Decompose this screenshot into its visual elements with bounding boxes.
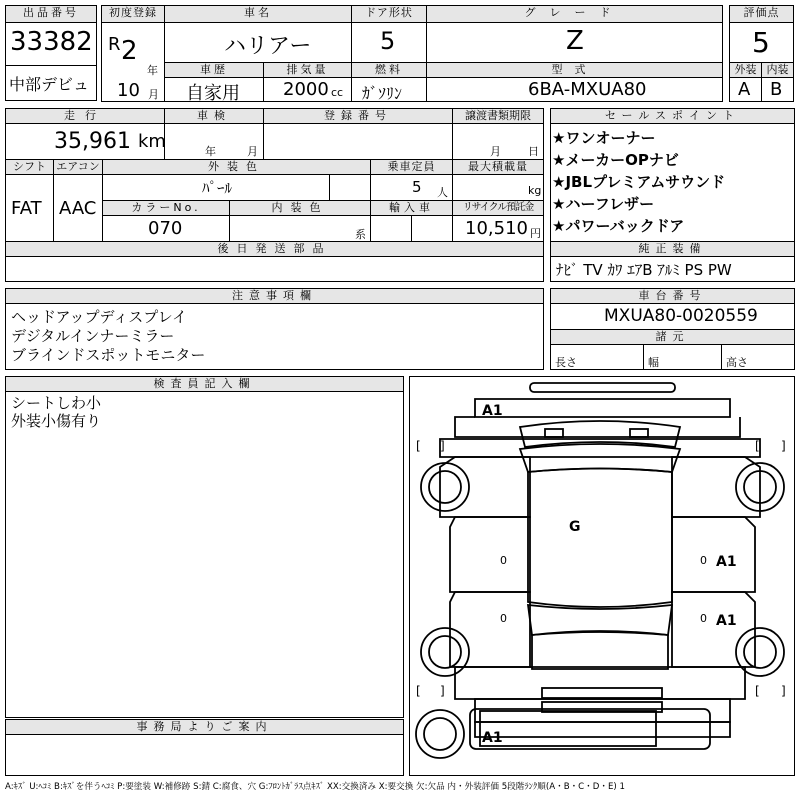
grade-label: グレード bbox=[426, 5, 723, 23]
recycle-label: リサイクル預託金 bbox=[452, 200, 544, 216]
sales-point: ★パワーバックドア bbox=[552, 217, 685, 235]
inspector-label: 検査員記入欄 bbox=[5, 376, 404, 392]
note-line: ブラインドスポットモニター bbox=[11, 346, 206, 364]
sales-point: ★JBLプレミアムサウンド bbox=[552, 173, 726, 191]
sales-point: ★メーカーOPナビ bbox=[552, 151, 679, 169]
office-label: 事務局よりご案内 bbox=[5, 719, 404, 735]
disp-unit: cc bbox=[331, 86, 344, 99]
car-name-label: 車名 bbox=[164, 5, 352, 23]
chassis-label: 車台番号 bbox=[550, 288, 795, 304]
spec-length: 長さ bbox=[555, 356, 577, 369]
ac: AAC bbox=[59, 198, 97, 219]
zero-mark: 0 bbox=[700, 612, 707, 625]
mileage-unit: km bbox=[138, 131, 166, 152]
sales-point: ★ハーフレザー bbox=[552, 195, 655, 213]
note-line: デジタルインナーミラー bbox=[11, 327, 175, 345]
grade: Z bbox=[566, 26, 584, 56]
later-parts-box bbox=[5, 256, 544, 282]
svg-text:]: ] bbox=[781, 684, 786, 698]
car-name: ハリアー bbox=[224, 34, 312, 59]
svg-text:]: ] bbox=[440, 684, 445, 698]
svg-text:[: [ bbox=[755, 439, 760, 453]
inspector-line: 外装小傷有り bbox=[11, 412, 102, 430]
svg-text:]: ] bbox=[440, 439, 445, 453]
disp-label: 排気量 bbox=[263, 62, 352, 78]
displacement: 2000 bbox=[283, 79, 329, 100]
door-label: ドア形状 bbox=[351, 5, 427, 23]
import-label: 輸入車 bbox=[370, 200, 453, 216]
month-unit: 月 bbox=[148, 88, 159, 101]
svg-text:[: [ bbox=[416, 439, 421, 453]
color-sub bbox=[329, 174, 371, 201]
shift: FAT bbox=[11, 198, 42, 219]
sales-label: セールスポイント bbox=[550, 108, 795, 124]
damage-mark: A1 bbox=[716, 554, 737, 570]
damage-diagram bbox=[409, 376, 795, 776]
color-label: 外装色 bbox=[102, 159, 371, 175]
history: 自家用 bbox=[186, 83, 240, 104]
ext-label: 外装 bbox=[729, 62, 762, 78]
recycle-unit: 円 bbox=[530, 227, 541, 240]
reg-no-label: 登録番号 bbox=[263, 108, 453, 124]
era: R bbox=[108, 34, 121, 55]
note-line: ヘッドアップディスプレイ bbox=[11, 308, 187, 326]
equip-list: ﾅﾋﾞ TV ｶﾜ ｴｱB ｱﾙﾐ PS PW bbox=[556, 261, 732, 279]
inspector-line: シートしわ小 bbox=[11, 394, 102, 412]
dealer-name: 中部デビュ bbox=[9, 75, 90, 94]
color: ﾊﾟｰﾙ bbox=[202, 179, 233, 197]
sales-point: ★ワンオーナー bbox=[552, 129, 656, 147]
specs-label: 諸元 bbox=[550, 329, 795, 345]
transfer-day-unit: 日 bbox=[528, 145, 539, 158]
int-color-label: 内装色 bbox=[229, 200, 371, 216]
ac-label: エアコン bbox=[53, 159, 103, 175]
notes-label: 注意事項欄 bbox=[5, 288, 544, 304]
history-label: 車歴 bbox=[164, 62, 264, 78]
int-label: 内装 bbox=[761, 62, 794, 78]
color-no: 070 bbox=[148, 218, 183, 239]
svg-text:[: [ bbox=[755, 684, 760, 698]
load-label: 最大積載量 bbox=[452, 159, 544, 175]
load-unit: kg bbox=[528, 184, 542, 197]
transfer-month-unit: 月 bbox=[490, 145, 501, 158]
zero-mark: 0 bbox=[500, 612, 507, 625]
chassis-number: MXUA80-0020559 bbox=[604, 306, 758, 326]
recycle: 10,510 bbox=[465, 218, 528, 239]
damage-mark: A1 bbox=[716, 613, 737, 629]
int-color-unit: 系 bbox=[355, 228, 366, 241]
reg-year: 2 bbox=[121, 36, 138, 66]
spec-width: 幅 bbox=[648, 356, 659, 369]
spec-height: 高さ bbox=[726, 356, 748, 369]
cap-label: 乗車定員 bbox=[370, 159, 453, 175]
model-label: 型式 bbox=[426, 62, 723, 78]
damage-mark: G bbox=[569, 519, 581, 535]
svg-text:]: ] bbox=[781, 439, 786, 453]
import-sub bbox=[411, 215, 453, 242]
year-unit: 年 bbox=[147, 64, 158, 77]
mileage-label: 走行 bbox=[5, 108, 165, 124]
fuel: ｶﾞｿﾘﾝ bbox=[362, 84, 403, 103]
inspect-month-unit: 月 bbox=[247, 145, 258, 158]
shift-label: シフト bbox=[5, 159, 54, 175]
lot-number: 33382 bbox=[10, 27, 93, 57]
damage-mark: A1 bbox=[482, 730, 503, 746]
damage-mark: A1 bbox=[482, 403, 503, 419]
lot-label: 出品番号 bbox=[5, 5, 97, 23]
zero-mark: 0 bbox=[700, 554, 707, 567]
fuel-label: 燃料 bbox=[351, 62, 427, 78]
mileage: 35,961 bbox=[54, 129, 131, 154]
reg-no-box bbox=[263, 123, 453, 160]
transfer-label: 譲渡書類期限 bbox=[452, 108, 544, 124]
inspect-year-unit: 年 bbox=[205, 145, 216, 158]
later-parts-label: 後日発送部品 bbox=[5, 241, 544, 257]
capacity: 5 bbox=[412, 178, 422, 196]
score-label: 評価点 bbox=[729, 5, 794, 23]
int-rating: B bbox=[770, 79, 783, 100]
car-outline-svg bbox=[410, 377, 794, 775]
equip-label: 純正装備 bbox=[550, 241, 795, 257]
svg-text:[: [ bbox=[416, 684, 421, 698]
first-reg-label: 初度登録 bbox=[101, 5, 165, 23]
legend: A:ｷｽﾞ U:ﾍｺﾐ B:ｷｽﾞを伴うﾍｺﾐ P:要塗装 W:補修跡 S:錆 C:腐食、穴 G:ﾌﾛﾝﾄｶﾞﾗｽ点ｷｽﾞ XX:交換済み X:要交換 欠:欠品 内・外装評価 5段階ﾗﾝｸ順(A・B・C・D・E) 1 bbox=[5, 782, 625, 792]
reg-month: 10 bbox=[117, 80, 140, 101]
color-no-label: カラーNo. bbox=[102, 200, 230, 216]
office-box bbox=[5, 734, 404, 776]
inspect-label: 車検 bbox=[164, 108, 264, 124]
inspector-box bbox=[5, 391, 404, 718]
int-color-box bbox=[229, 215, 371, 242]
door-type: 5 bbox=[380, 27, 396, 55]
model-code: 6BA-MXUA80 bbox=[528, 79, 647, 100]
ext-rating: A bbox=[738, 79, 751, 100]
zero-mark: 0 bbox=[500, 554, 507, 567]
score: 5 bbox=[752, 26, 770, 59]
cap-unit: 人 bbox=[437, 186, 448, 199]
